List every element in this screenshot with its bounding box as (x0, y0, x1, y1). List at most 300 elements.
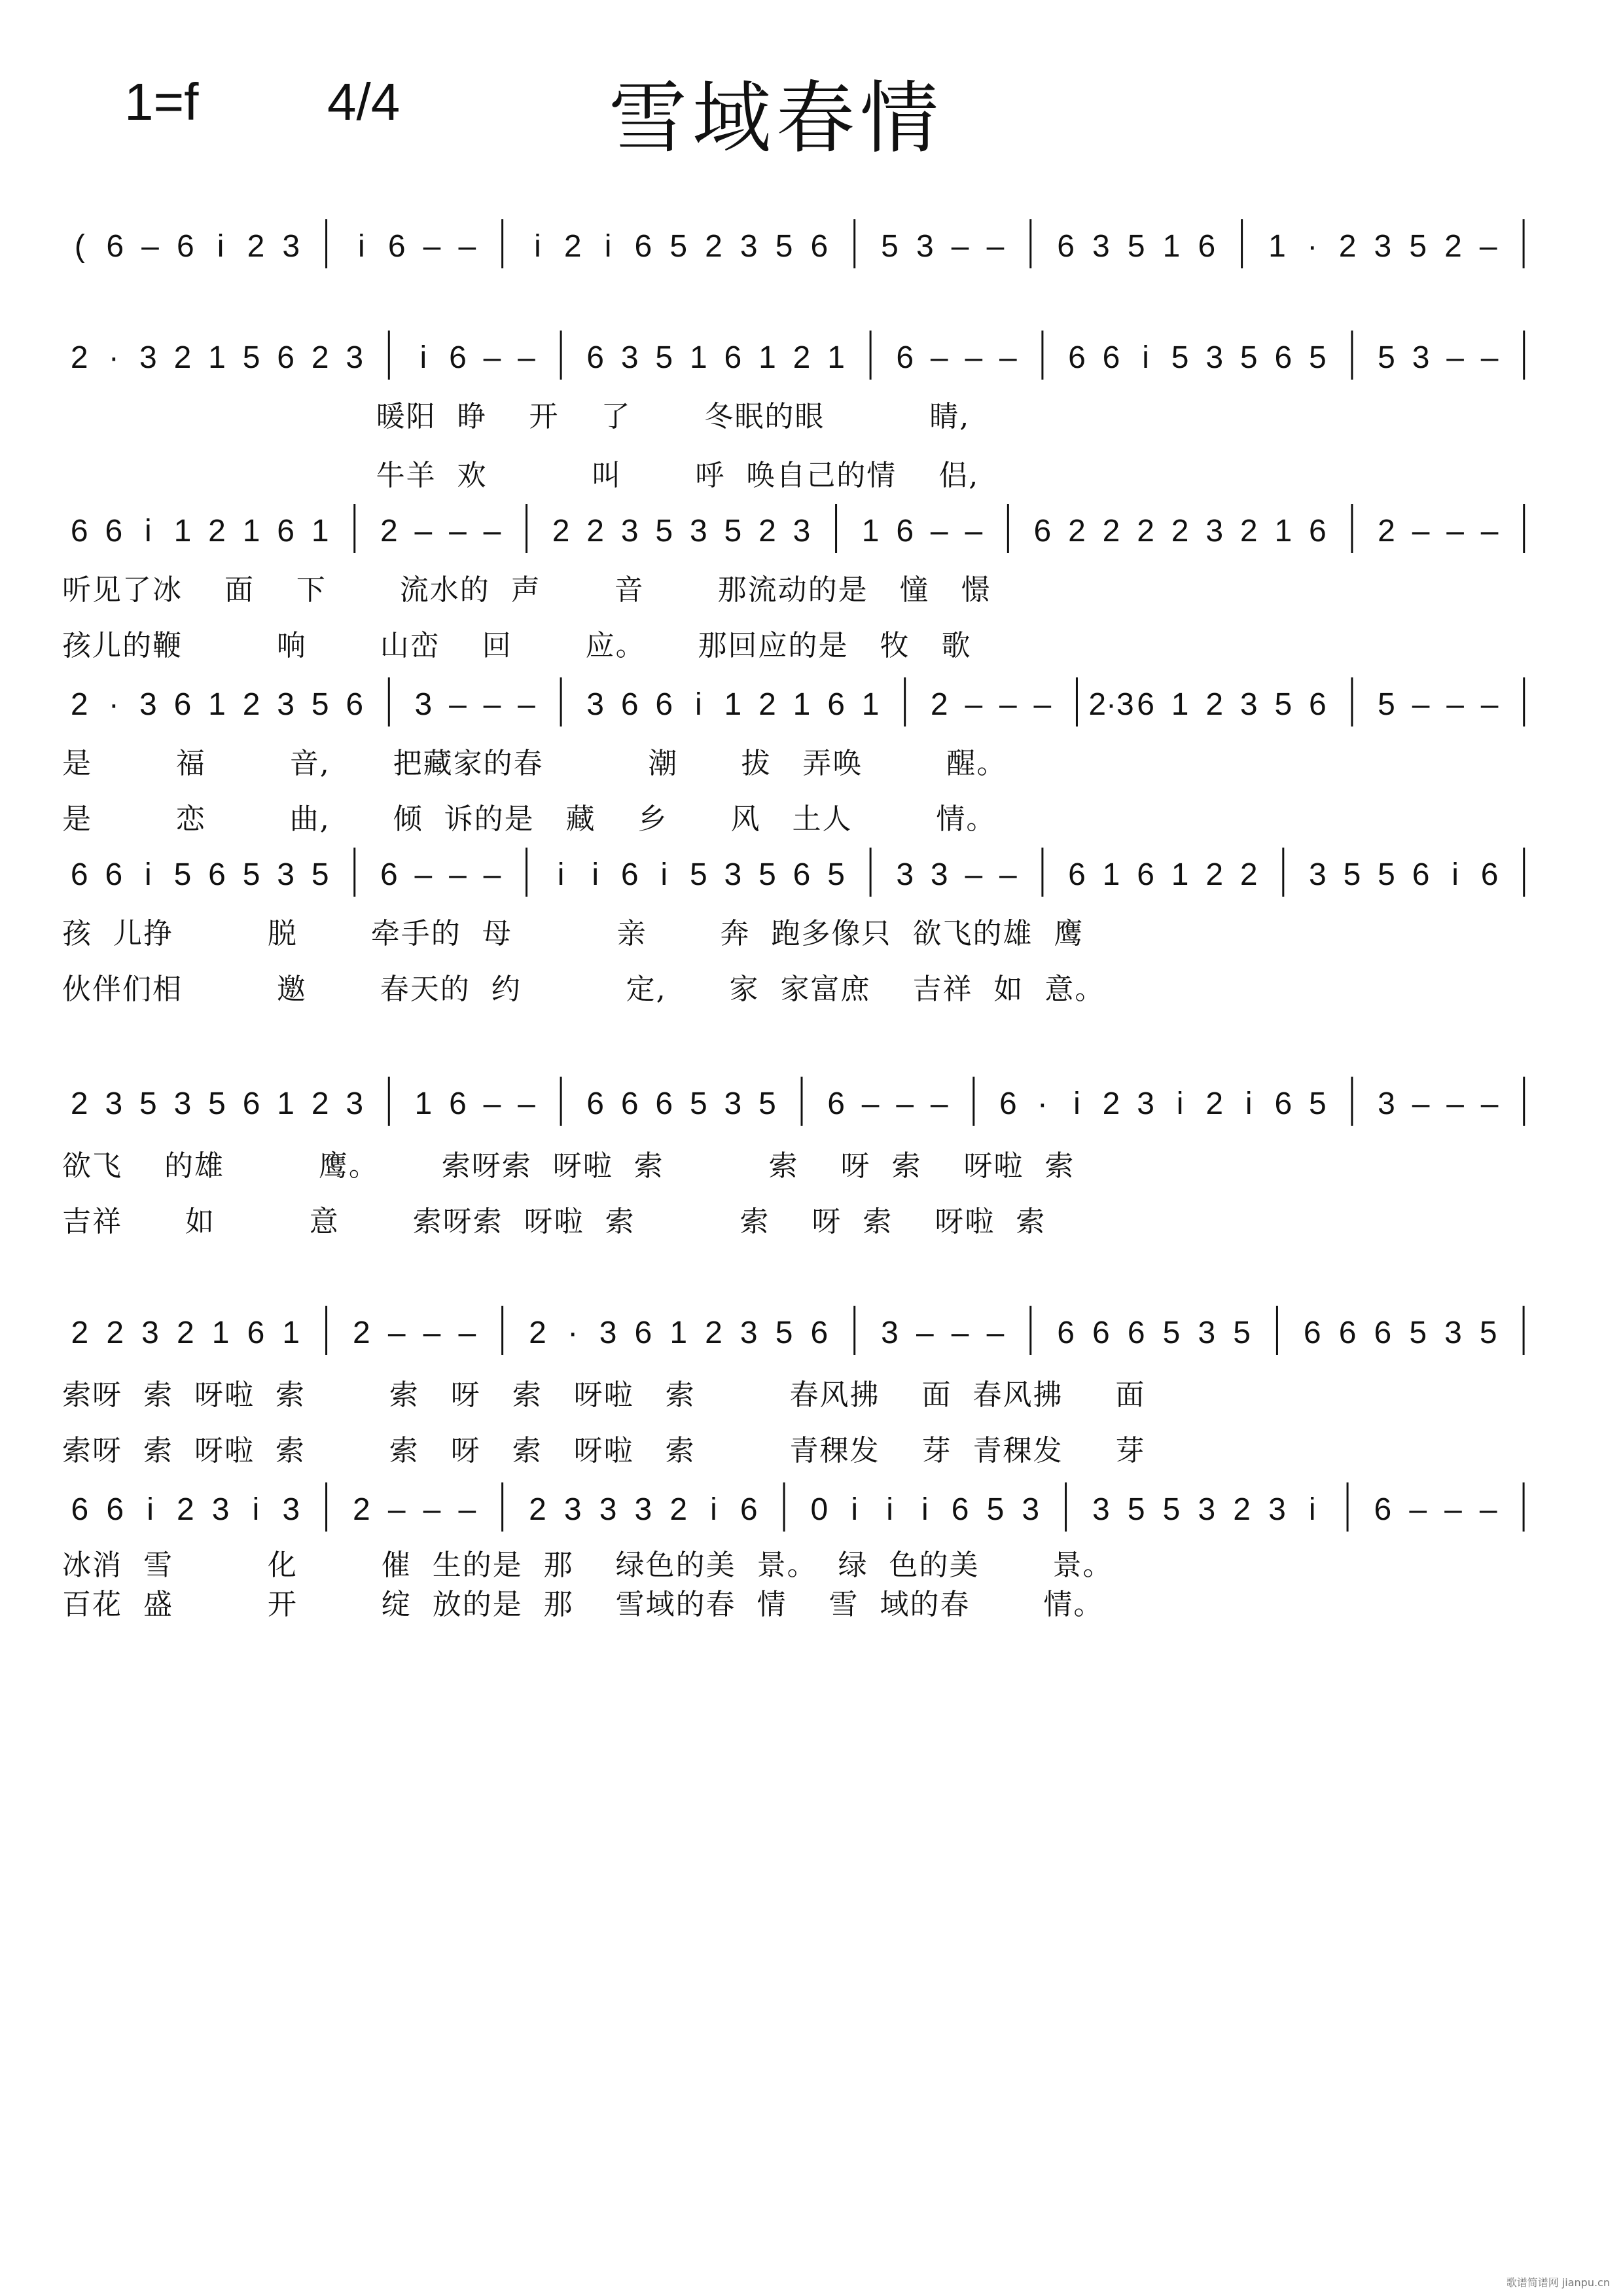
key-signature: 1=f (124, 73, 199, 131)
song-title: 雪域春情 (609, 73, 944, 164)
note: 6 (1057, 229, 1075, 264)
note: 3 (881, 1316, 899, 1350)
note: 2 (529, 1492, 546, 1527)
note: i (710, 1492, 717, 1527)
note: 1 (1102, 857, 1120, 892)
note: 1 (758, 340, 776, 375)
notation-line-2 (62, 327, 1541, 386)
note: 5 (1127, 229, 1145, 264)
note: 1 (282, 1316, 300, 1350)
note: – (1479, 229, 1497, 264)
note: 6 (951, 1492, 969, 1527)
notation-line-4 (62, 674, 1541, 733)
note: – (861, 1086, 880, 1121)
notation-line-1 (62, 216, 1541, 275)
note: 3 (139, 687, 157, 722)
note: – (965, 687, 983, 722)
note: 6 (247, 1316, 265, 1350)
lyric-line: 孩儿的鞭 响 山峦 回 应。 那回应的是 牧 歌 (62, 629, 972, 662)
note: 1 (1274, 514, 1293, 548)
note: i (145, 514, 152, 548)
note: 2 (71, 1316, 89, 1350)
note: – (1480, 687, 1499, 722)
lyric-line: 牛羊 欢 叫 呼 唤自己的情 侣, (62, 459, 980, 492)
note: – (1446, 1086, 1464, 1121)
note: 6 (105, 514, 123, 548)
notation-svg (62, 1479, 1541, 1538)
note: 6 (1137, 857, 1154, 892)
note: 6 (173, 687, 192, 722)
note: 3 (1444, 1316, 1462, 1350)
note: i (1073, 1086, 1080, 1121)
note: – (423, 229, 441, 264)
note: 6 (70, 857, 88, 892)
note: 3 (1309, 857, 1327, 892)
note: 6 (106, 229, 124, 264)
note: 3 (1092, 1492, 1110, 1527)
note: 3 (740, 1316, 758, 1350)
note: – (141, 229, 159, 264)
note: – (449, 857, 467, 892)
lyric-line: 是 恋 曲, 倾 诉的是 藏 乡 风 土人 情。 (62, 802, 997, 836)
note: – (458, 1492, 476, 1527)
note: 2 (669, 1492, 688, 1527)
note: 6 (105, 857, 123, 892)
note: 6 (387, 229, 406, 264)
note: 1 (1268, 229, 1286, 264)
note: 6 (1338, 1316, 1357, 1350)
note: 2 (70, 340, 88, 375)
note: i (534, 229, 541, 264)
note: 2 (705, 1316, 722, 1350)
note: · (1307, 229, 1318, 264)
note: 6 (1068, 857, 1086, 892)
note: 5 (1378, 340, 1395, 375)
note: – (458, 229, 476, 264)
note: – (999, 340, 1017, 375)
note: 2 (106, 1316, 124, 1350)
note: 1 (689, 340, 707, 375)
note: 2 (705, 229, 722, 264)
lyric-line: 欲飞 的雄 鹰。 索呀索 呀啦 索 索 呀 索 呀啦 索 (62, 1149, 1075, 1183)
note: 5 (1378, 857, 1395, 892)
note: – (483, 1086, 501, 1121)
note: 1 (211, 1316, 230, 1350)
note: 1 (1162, 229, 1181, 264)
note: 6 (740, 1492, 758, 1527)
note: 3 (634, 1492, 652, 1527)
note: – (414, 514, 433, 548)
note: 2 (758, 514, 776, 548)
note: 6 (896, 514, 914, 548)
note: 5 (758, 857, 776, 892)
note: · (108, 340, 119, 375)
note: 2 (1444, 229, 1462, 264)
note: 5 (1378, 687, 1395, 722)
note: 6 (827, 1086, 845, 1121)
note: ( (74, 229, 85, 264)
note: 5 (775, 229, 793, 264)
note: 3 (620, 514, 639, 548)
note: 6 (724, 340, 742, 375)
note: 5 (1309, 340, 1327, 375)
note: 5 (1274, 687, 1293, 722)
note: 6 (810, 229, 829, 264)
note: 3 (277, 687, 294, 722)
note: 5 (655, 514, 673, 548)
note: 5 (1162, 1492, 1181, 1527)
note: 6 (346, 687, 364, 722)
note: 2 (176, 1316, 194, 1350)
note: 3 (346, 340, 364, 375)
note: 6 (449, 340, 467, 375)
time-signature: 4/4 (327, 73, 401, 131)
note: i (851, 1492, 859, 1527)
note: – (387, 1492, 406, 1527)
note: i (604, 229, 612, 264)
note: – (449, 514, 467, 548)
note: 2 (1068, 514, 1086, 548)
note: 2 (1102, 514, 1120, 548)
note: 5 (1233, 1316, 1251, 1350)
note: – (1033, 687, 1052, 722)
note: 6 (1127, 1316, 1145, 1350)
note: – (896, 1086, 914, 1121)
note: 5 (1409, 229, 1427, 264)
lyric-line: 孩 儿挣 脱 牵手的 母 亲 奔 跑多像只 欲飞的雄 鹰 (62, 917, 1084, 950)
note: 1 (1171, 857, 1189, 892)
note: 2 (1378, 514, 1395, 548)
note: 3 (793, 514, 811, 548)
note: 6 (896, 340, 914, 375)
note: 3 (599, 1492, 617, 1527)
note: 6 (586, 340, 605, 375)
note: – (1409, 1492, 1427, 1527)
note: · (108, 687, 119, 722)
note: 3 (282, 1492, 300, 1527)
note: 5 (1240, 340, 1258, 375)
note: 6 (1102, 340, 1120, 375)
note: 6 (1374, 1492, 1392, 1527)
note: 2 (563, 229, 582, 264)
note: 3 (689, 514, 707, 548)
note: 6 (1137, 687, 1154, 722)
lyric-line: 听见了冰 面 下 流水的 声 音 那流动的是 憧 憬 (62, 573, 991, 607)
notation-svg (62, 1302, 1541, 1361)
note: 5 (208, 1086, 226, 1121)
note: 5 (986, 1492, 1005, 1527)
note: 6 (1309, 514, 1327, 548)
note: 1 (173, 514, 192, 548)
note: – (1480, 1086, 1499, 1121)
lyric-line: 暖阳 睁 开 了 冬眠的眼 睛, (62, 400, 971, 433)
note: 6 (242, 1086, 260, 1121)
note: 6 (449, 1086, 467, 1121)
note: 3 (930, 857, 948, 892)
note: 1 (793, 687, 811, 722)
notation-line-8 (62, 1479, 1541, 1538)
note: 5 (881, 229, 899, 264)
note: – (1412, 687, 1430, 722)
note: 3 (105, 1086, 123, 1121)
note: – (951, 229, 969, 264)
note: i (1452, 857, 1459, 892)
note: 3 (620, 340, 639, 375)
note: 3 (724, 857, 742, 892)
note: – (423, 1492, 441, 1527)
note: – (414, 857, 433, 892)
note: 2 (173, 340, 192, 375)
note: i (217, 229, 224, 264)
note: i (1308, 1492, 1316, 1527)
note: 6 (586, 1086, 605, 1121)
note: 3 (724, 1086, 742, 1121)
note: i (1245, 1086, 1253, 1121)
note: 2 (1137, 514, 1154, 548)
note: 1 (208, 340, 226, 375)
note: 1 (669, 1316, 688, 1350)
note: 2 (1205, 1086, 1224, 1121)
note: – (449, 687, 467, 722)
note: i (147, 1492, 154, 1527)
note: 2 (1240, 514, 1258, 548)
note: 6 (71, 1492, 89, 1527)
note: 5 (311, 857, 329, 892)
note: 3 (1412, 340, 1430, 375)
note: 6 (1309, 687, 1327, 722)
note: – (483, 340, 501, 375)
note: 6 (999, 1086, 1017, 1121)
note: 5 (1479, 1316, 1497, 1350)
note: 5 (655, 340, 673, 375)
note: 6 (655, 687, 673, 722)
note: 2 (1171, 514, 1189, 548)
note: 5 (173, 857, 192, 892)
note: i (419, 340, 427, 375)
notation-svg (62, 674, 1541, 733)
note: 3 (1092, 229, 1110, 264)
note: 2 (176, 1492, 194, 1527)
note: i (252, 1492, 260, 1527)
note: 3 (1205, 514, 1224, 548)
note: 5 (1162, 1316, 1181, 1350)
notation-line-3 (62, 501, 1541, 560)
note: 2 (1205, 687, 1224, 722)
note: 6 (810, 1316, 829, 1350)
note: 1 (242, 514, 260, 548)
note: i (145, 857, 152, 892)
lyric-line: 索呀 索 呀啦 索 索 呀 索 呀啦 索 青稞发 芽 青稞发 芽 (62, 1434, 1146, 1467)
note: – (518, 687, 535, 722)
note: – (951, 1316, 969, 1350)
note: 2 (1233, 1492, 1251, 1527)
note: – (930, 514, 948, 548)
note: – (986, 229, 1005, 264)
notation-line-5 (62, 844, 1541, 903)
note: 1 (861, 514, 880, 548)
note: – (999, 857, 1017, 892)
note: 2 (70, 1086, 88, 1121)
note: – (1479, 1492, 1497, 1527)
note: – (930, 340, 948, 375)
note: 5 (1343, 857, 1361, 892)
notation-svg (62, 501, 1541, 560)
note: – (986, 1316, 1005, 1350)
note: i (694, 687, 702, 722)
note: – (423, 1316, 441, 1350)
note: – (1412, 1086, 1430, 1121)
note: 3 (1240, 687, 1258, 722)
note: – (483, 687, 501, 722)
note: 1 (277, 1086, 294, 1121)
note: 3 (563, 1492, 582, 1527)
note: 3 (277, 857, 294, 892)
note: 3 (173, 1086, 192, 1121)
note: 1 (724, 687, 742, 722)
note: 6 (1274, 1086, 1293, 1121)
lyric-line: 百花 盛 开 绽 放的是 那 雪域的春 情 雪 域的春 情。 (62, 1588, 1104, 1621)
notation-line-7 (62, 1302, 1541, 1361)
note: 2 (586, 514, 605, 548)
note: 6 (1274, 340, 1293, 375)
note: – (518, 1086, 535, 1121)
note: 2 (311, 1086, 329, 1121)
note: 2 (70, 687, 88, 722)
note: 6 (1374, 1316, 1392, 1350)
note: – (965, 340, 983, 375)
note: 5 (139, 1086, 157, 1121)
note: – (1480, 340, 1499, 375)
note: – (458, 1316, 476, 1350)
note: 5 (758, 1086, 776, 1121)
note: – (965, 857, 983, 892)
note: i (592, 857, 599, 892)
note: 5 (689, 857, 707, 892)
note: 6 (793, 857, 811, 892)
note: 3 (1022, 1492, 1040, 1527)
note: 1 (208, 687, 226, 722)
note: i (358, 229, 365, 264)
note: 6 (634, 1316, 652, 1350)
note: 6 (1033, 514, 1052, 548)
note: 2 (1102, 1086, 1120, 1121)
note: 3 (1137, 1086, 1154, 1121)
note: 3 (1378, 1086, 1395, 1121)
lyric-line: 冰消 雪 化 催 生的是 那 绿色的美 景。 绿 色的美 景。 (62, 1549, 1113, 1582)
note: 3 (141, 1316, 159, 1350)
note: i (886, 1492, 893, 1527)
note: 5 (242, 857, 260, 892)
note: 3 (916, 229, 934, 264)
note: 2 (758, 687, 776, 722)
note: 3 (599, 1316, 617, 1350)
note: 5 (311, 687, 329, 722)
note: 5 (1171, 340, 1189, 375)
note: · (567, 1316, 579, 1350)
note: – (965, 514, 983, 548)
note: 1 (414, 1086, 433, 1121)
note: 2 (242, 687, 260, 722)
note: 1 (827, 340, 845, 375)
note: 0 (810, 1492, 829, 1527)
note: 2·3 (1088, 687, 1134, 722)
note: 3 (1198, 1316, 1216, 1350)
note: 6 (106, 1492, 124, 1527)
note: – (930, 1086, 948, 1121)
note: 6 (1068, 340, 1086, 375)
note: – (1446, 340, 1464, 375)
note: i (660, 857, 668, 892)
note: i (1142, 340, 1149, 375)
note: – (1444, 1492, 1462, 1527)
note: 5 (669, 229, 688, 264)
note: – (1480, 514, 1499, 548)
note: – (916, 1316, 934, 1350)
note: 1 (311, 514, 329, 548)
note: 3 (1205, 340, 1224, 375)
note: 5 (724, 514, 742, 548)
note: 1 (1171, 687, 1189, 722)
note: 2 (793, 340, 811, 375)
note: 3 (1198, 1492, 1216, 1527)
note: i (557, 857, 565, 892)
note: 2 (1240, 857, 1258, 892)
note: 6 (1198, 229, 1216, 264)
note: 3 (282, 229, 300, 264)
note: 5 (1309, 1086, 1327, 1121)
note: – (1412, 514, 1430, 548)
note: 2 (529, 1316, 546, 1350)
note: 6 (277, 340, 294, 375)
note: 2 (247, 229, 265, 264)
note: 3 (414, 687, 433, 722)
note: 6 (620, 1086, 639, 1121)
note: 6 (1057, 1316, 1075, 1350)
note: 2 (552, 514, 570, 548)
notation-svg (62, 1073, 1541, 1132)
note: 6 (655, 1086, 673, 1121)
note: 5 (689, 1086, 707, 1121)
note: 3 (346, 1086, 364, 1121)
note: 6 (380, 857, 398, 892)
note: 6 (634, 229, 652, 264)
note: 3 (211, 1492, 230, 1527)
note: 2 (353, 1492, 370, 1527)
note: 2 (930, 687, 948, 722)
note: 5 (1127, 1492, 1145, 1527)
note: 3 (586, 687, 605, 722)
lyric-line: 伙伴们相 邀 春天的 约 定, 家 家富庶 吉祥 如 意。 (62, 973, 1105, 1006)
lyric-line: 是 福 音, 把藏家的春 潮 拔 弄唤 醒。 (62, 747, 1007, 780)
lyric-line: 索呀 索 呀啦 索 索 呀 索 呀啦 索 春风拂 面 春风拂 面 (62, 1378, 1146, 1412)
note: – (518, 340, 535, 375)
note: 6 (176, 229, 194, 264)
note: 2 (311, 340, 329, 375)
note: 2 (380, 514, 398, 548)
note: 3 (896, 857, 914, 892)
note: 2 (1205, 857, 1224, 892)
note: 6 (620, 857, 639, 892)
note: 2 (1338, 229, 1357, 264)
note: 6 (1480, 857, 1499, 892)
note: 2 (208, 514, 226, 548)
note: i (1176, 1086, 1184, 1121)
note: 6 (827, 687, 845, 722)
note: – (999, 687, 1017, 722)
note: – (1446, 687, 1464, 722)
note: – (387, 1316, 406, 1350)
note: 3 (740, 229, 758, 264)
